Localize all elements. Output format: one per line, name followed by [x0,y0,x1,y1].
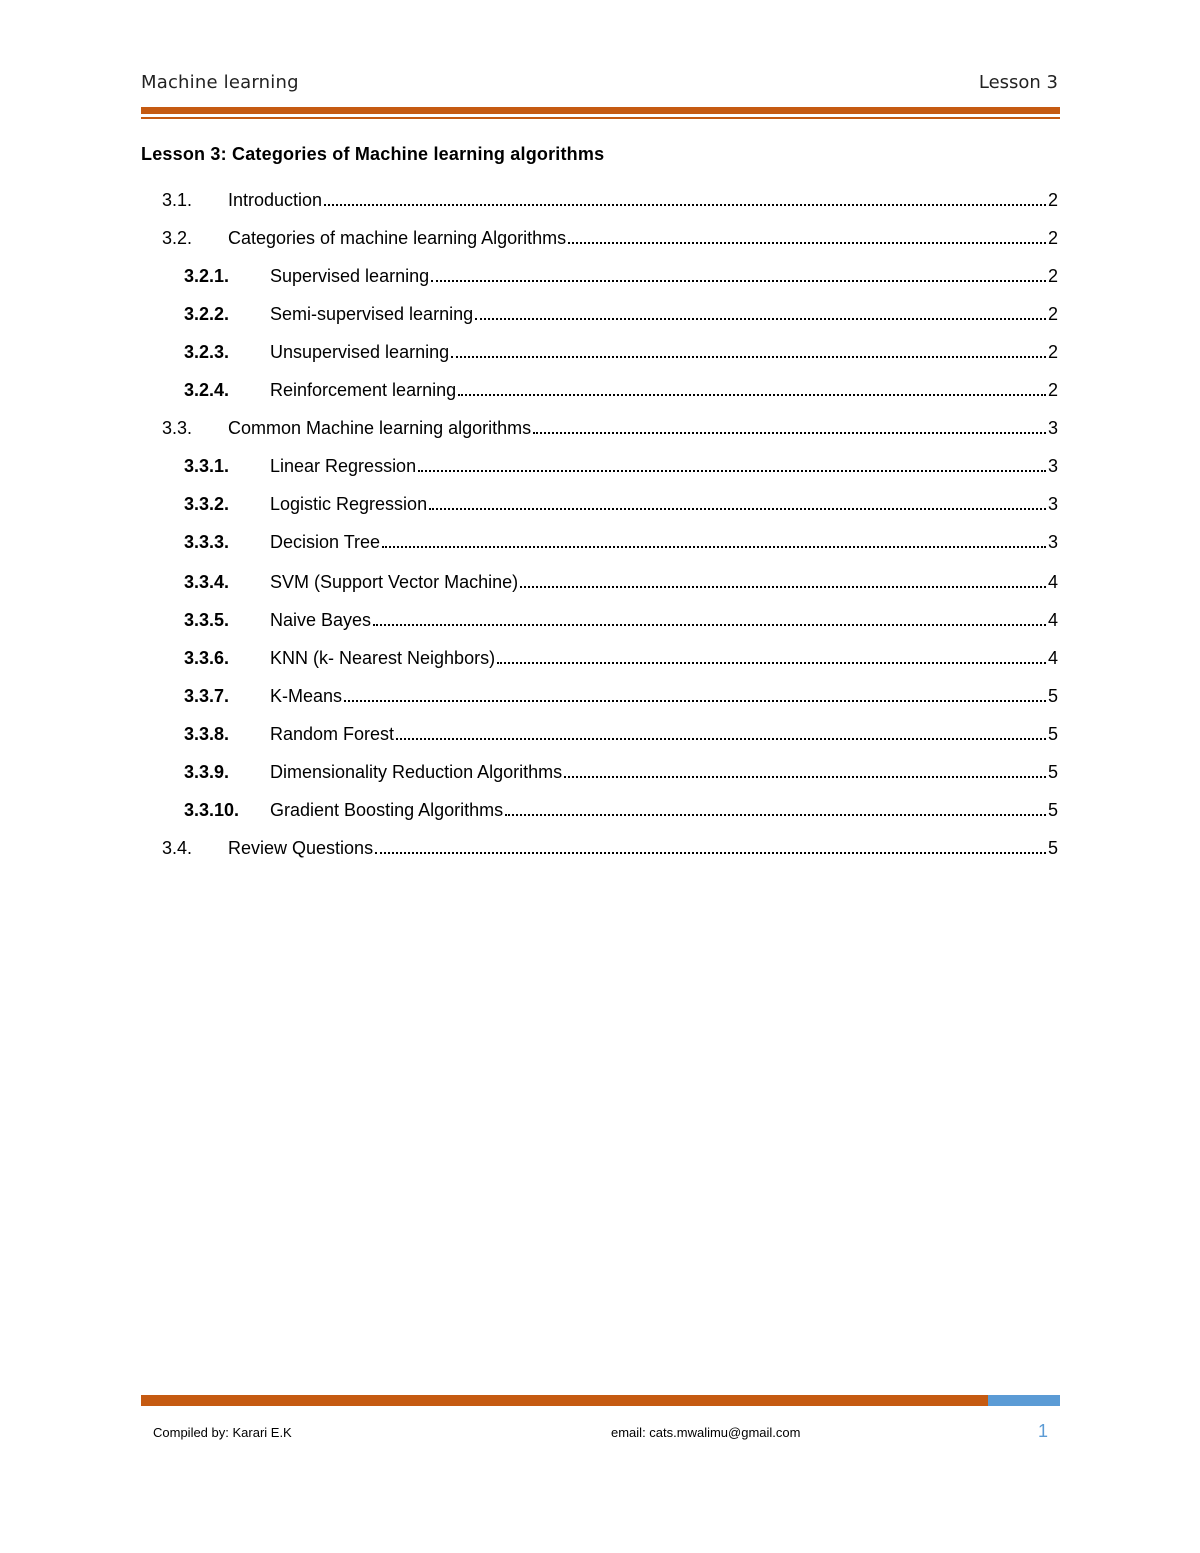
toc-entry-number: 3.3.1. [184,456,230,476]
toc-entry-svm[interactable] [184,570,1058,594]
toc-entry-title: Semi-supervised learning [270,304,474,324]
toc-entry-title: Review Questions [228,838,374,858]
toc-entry-random-forest[interactable] [184,722,1058,746]
toc-entry-page: 5 [1047,762,1058,782]
toc-entry-semi-supervised[interactable] [184,302,1058,326]
footer-rule-orange [141,1395,988,1406]
toc-dot-leader [375,836,1046,854]
toc-dot-leader [344,684,1046,702]
toc-entry-page: 3 [1047,532,1058,552]
header-rule [141,107,1060,120]
toc-entry-page: 3 [1047,418,1058,438]
toc-entry-categories[interactable] [162,226,1058,250]
toc-entry-reinforcement[interactable] [184,378,1058,402]
toc-entry-title: Decision Tree [270,532,381,552]
footer-rule-blue [988,1395,1060,1406]
toc-entry-page: 5 [1047,800,1058,820]
toc-dot-leader [431,264,1046,282]
header-rule-thin [141,117,1060,119]
toc-entry-k-means[interactable] [184,684,1058,708]
toc-entry-page: 4 [1047,610,1058,630]
toc-dot-leader [429,492,1046,510]
toc-entry-naive-bayes[interactable] [184,608,1058,632]
toc-entry-title: Unsupervised learning [270,342,450,362]
toc-entry-title: K-Means [270,686,343,706]
toc-entry-title: Categories of machine learning Algorithms [228,228,567,248]
toc-entry-title: Common Machine learning algorithms [228,418,532,438]
toc-entry-title: KNN (k- Nearest Neighbors) [270,648,496,668]
toc-entry-logistic-regression[interactable] [184,492,1058,516]
toc-entry-page: 5 [1047,724,1058,744]
toc-entry-page: 4 [1047,572,1058,592]
footer-compiled-by: Compiled by: Karari E.K [153,1425,292,1440]
toc-entry-number: 3.3.5. [184,610,230,630]
toc-entry-number: 3.2.2. [184,304,230,324]
toc-dot-leader [382,530,1046,548]
toc-entry-title: Gradient Boosting Algorithms [270,800,504,820]
toc-dot-leader [396,722,1046,740]
toc-entry-knn[interactable] [184,646,1058,670]
toc-entry-title: Naive Bayes [270,610,372,630]
toc-entry-number: 3.3.4. [184,572,230,592]
toc-entry-unsupervised[interactable] [184,340,1058,364]
toc-dot-leader [458,378,1046,396]
toc-entry-common-algorithms[interactable] [162,416,1058,440]
toc-entry-page: 4 [1047,648,1058,668]
toc-entry-number: 3.2.4. [184,380,230,400]
toc-entry-page: 2 [1047,266,1058,286]
toc-entry-title: Reinforcement learning [270,380,457,400]
toc-dot-leader [568,226,1046,244]
toc-dot-leader [533,416,1046,434]
toc-entry-number: 3.2. [162,228,193,248]
toc-entry-title: Supervised learning [270,266,430,286]
toc-dot-leader [418,454,1046,472]
toc-dot-leader [373,608,1046,626]
toc-entry-page: 3 [1047,456,1058,476]
toc-entry-page: 2 [1047,342,1058,362]
header-document-title: Machine learning [141,72,299,93]
toc-entry-number: 3.3.9. [184,762,230,782]
toc-entry-dimensionality-reduction[interactable] [184,760,1058,784]
toc-entry-title: Dimensionality Reduction Algorithms [270,762,563,782]
toc-entry-number: 3.3.10. [184,800,240,820]
header-rule-thick [141,107,1060,114]
toc-dot-leader [497,646,1046,664]
toc-entry-number: 3.3.6. [184,648,230,668]
toc-entry-page: 2 [1047,190,1058,210]
toc-dot-leader [324,188,1046,206]
toc-entry-title: Logistic Regression [270,494,428,514]
toc-entry-number: 3.3.7. [184,686,230,706]
toc-entry-number: 3.3.3. [184,532,230,552]
toc-entry-supervised[interactable] [184,264,1058,288]
toc-entry-page: 2 [1047,228,1058,248]
footer-email: email: cats.mwalimu@gmail.com [611,1425,801,1440]
toc-dot-leader [564,760,1046,778]
toc-dot-leader [520,570,1046,588]
header-lesson-label: Lesson 3 [978,72,1058,93]
toc-entry-introduction[interactable] [162,188,1058,212]
toc-entry-title: Introduction [228,190,323,210]
toc-entry-number: 3.4. [162,838,193,858]
toc-entry-number: 3.2.3. [184,342,230,362]
toc-entry-number: 3.1. [162,190,193,210]
toc-entry-number: 3.3.8. [184,724,230,744]
toc-entry-page: 2 [1047,380,1058,400]
toc-entry-number: 3.3.2. [184,494,230,514]
toc-entry-page: 3 [1047,494,1058,514]
toc-dot-leader [475,302,1046,320]
toc-dot-leader [505,798,1046,816]
toc-entry-title: Random Forest [270,724,395,744]
toc-entry-decision-tree[interactable] [184,530,1058,554]
toc-entry-linear-regression[interactable] [184,454,1058,478]
toc-entry-page: 5 [1047,838,1058,858]
toc-entry-number: 3.2.1. [184,266,230,286]
toc-entry-page: 2 [1047,304,1058,324]
footer-rule [141,1395,1060,1406]
toc-entry-title: SVM (Support Vector Machine) [270,572,519,592]
toc-title: Lesson 3: Categories of Machine learning algorithms [141,144,605,164]
toc-entry-page: 5 [1047,686,1058,706]
toc-entry-number: 3.3. [162,418,193,438]
toc-entry-title: Linear Regression [270,456,417,476]
toc-entry-gradient-boosting[interactable] [184,798,1058,822]
toc-dot-leader [451,340,1046,358]
footer-page-number: 1 [1038,1421,1049,1441]
toc-entry-review-questions[interactable] [162,836,1058,860]
